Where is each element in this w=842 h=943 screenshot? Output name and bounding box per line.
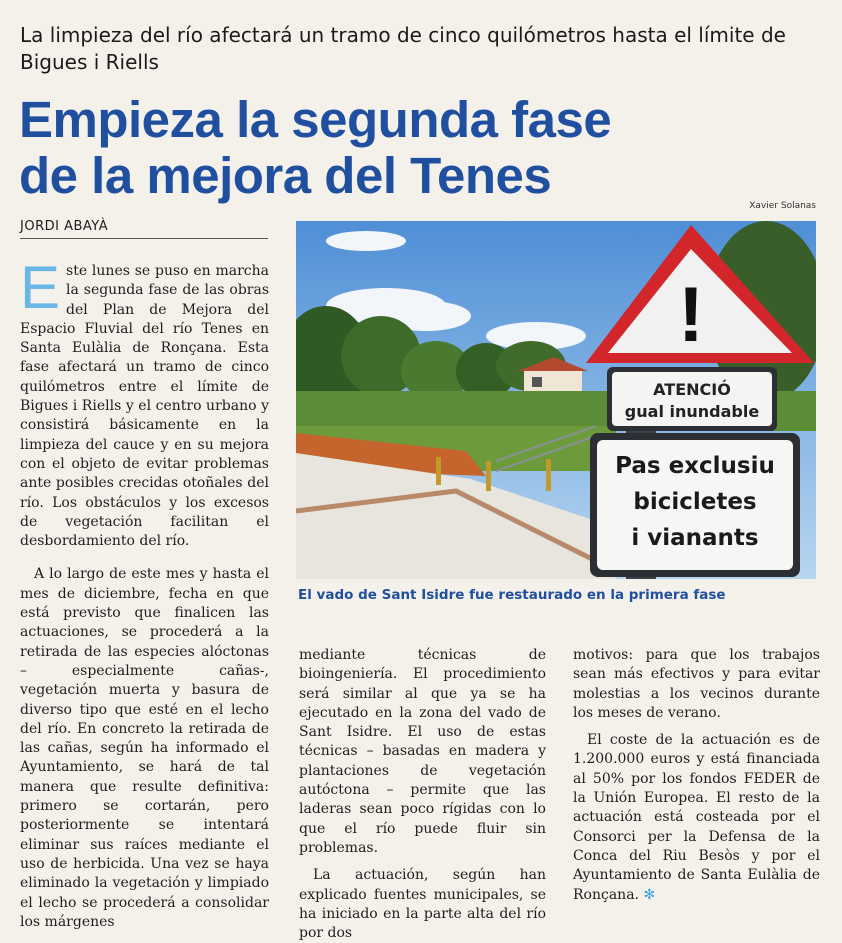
article-paragraph: A lo largo de este mes y hasta el mes de diciembre, fecha en que está previsto que finalicen las actuaciones, se procederá a la retirada de las especies alóctonas – especialmente cañas-, vegetación muerta y basura de diverso tipo que esté en el lecho del río. En concreto la retirada de las cañas, según ha informado el Ayuntamiento, se hará de tal manera que resulte definitiva: primero se cortarán, pero posteriormente se intentará eliminar sus raíces mediante el uso de herbicida. Una vez se haya eliminado la vegetación y limpiado el lecho se procederá a consolidar los márgenes — [20, 566, 269, 930]
photo-illustration — [296, 221, 816, 579]
headline-line-2: de la mejora del Tenes — [19, 147, 552, 204]
sign-exclusive-line1: Pas exclusiu — [615, 453, 775, 479]
sign-exclusive-line2: bicicletes — [633, 489, 757, 515]
paragraph-text: ste lunes se puso en marcha la segunda fase de las obras del Plan de Mejora del Espacio Fluvial del río Tenes en Santa Eulàlia de Ronçana. Esta fase afectará un tramo de cinco quilómetros entre el límite de Bigues i Riells y el centro urbano y consistirá básicamente en la limpieza del cauce y en su mejora con el objeto de evitar problemas ante posibles crecidas otoñales del río. Los obstáculos y los excesos de vegetación facilitan el desbordamiento del río. — [20, 263, 269, 550]
sign-exclusive-line3: i vianants — [631, 525, 759, 551]
article-column-2 — [299, 646, 546, 943]
sign-atencio-line2: gual inundable — [624, 402, 760, 421]
headline-line-1: Empieza la segunda fase — [19, 91, 612, 148]
sign-exclusive — [590, 433, 800, 577]
sign-atencio-line1: ATENCIÓ — [653, 380, 731, 399]
photo-credit: Xavier Solanas — [749, 201, 816, 211]
byline: JORDI ABAYÀ — [20, 219, 268, 239]
warning-exclamation-icon: ! — [678, 270, 704, 358]
end-mark-icon: ✻ — [643, 886, 656, 903]
drop-cap: E — [20, 254, 61, 321]
article-kicker: La limpieza del río afectará un tramo de cinco quilómetros hasta el límite de Bigues i Riells — [20, 23, 786, 74]
article-photo — [296, 221, 816, 579]
article-headline — [19, 92, 809, 204]
article-paragraph — [20, 254, 269, 551]
article-paragraph — [573, 731, 820, 905]
article-column-1 — [20, 254, 269, 932]
paragraph-text: El coste de la actuación es de 1.200.000 euros y está financiada al 50% por los fondos FEDER de la Unión Europea. El resto de la actuación está costeada por el Consorci per la Defensa de la Conca del Riu Besòs y por el Ayuntamiento de Santa Eulàlia de Ronçana. — [573, 732, 820, 903]
article-paragraph: mediante técnicas de bioingeniería. El procedimiento será similar al que ya se ha ejecutado en la zona del vado de Sant Isidre. El uso de estas técnicas – basadas en madera y plantaciones de vegetación autóctona – permite que las laderas sean poco rígidas con lo que el río puede fluir sin problemas. — [299, 647, 546, 856]
sign-atencio — [607, 367, 777, 431]
article-paragraph: La actuación, según han explicado fuentes municipales, se ha iniciado en la parte alta del río por dos — [299, 867, 546, 942]
photo-caption: El vado de Sant Isidre fue restaurado en la primera fase — [298, 587, 726, 603]
article-paragraph: motivos: para que los trabajos sean más efectivos y para evitar molestias a los vecinos durante los meses de verano. — [573, 647, 820, 721]
article-column-3 — [573, 646, 820, 905]
